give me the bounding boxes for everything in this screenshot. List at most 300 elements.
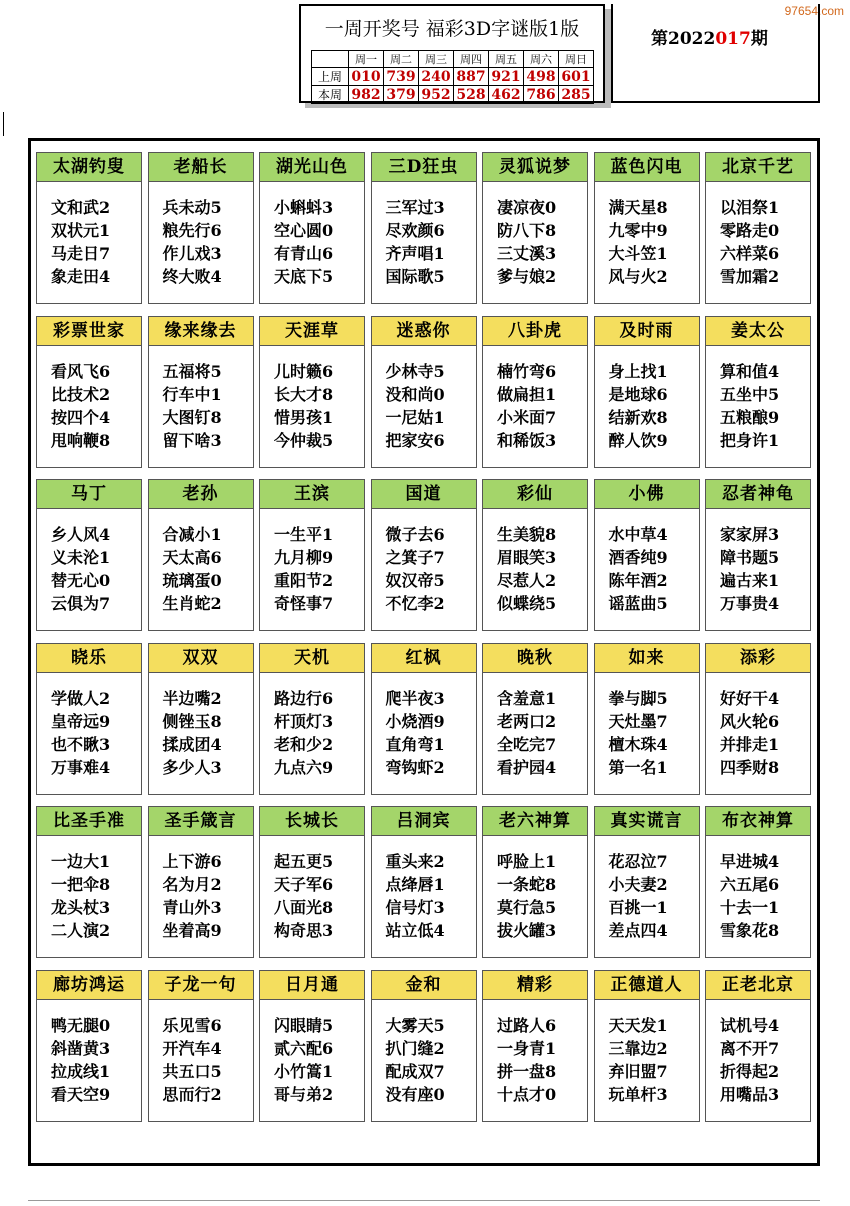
riddle-card xyxy=(482,806,588,958)
riddle-line: 看护园4 xyxy=(497,757,557,777)
day-header: 周六 xyxy=(524,51,559,68)
riddle-line: 小夫妻2 xyxy=(608,875,668,894)
riddle-line: 天底下5 xyxy=(274,267,334,286)
riddle-line: 微子去6 xyxy=(385,525,445,544)
schedule-this-week-row xyxy=(312,86,594,104)
riddle-line: 三军过3 xyxy=(385,198,445,217)
riddle-lines xyxy=(260,509,364,615)
riddle-author-title: 吕洞宾 xyxy=(372,807,476,836)
riddle-card xyxy=(371,806,477,958)
day-header: 周三 xyxy=(419,51,454,68)
riddle-author-title: 蓝色闪电 xyxy=(595,153,699,182)
day-header: 周二 xyxy=(384,51,419,68)
riddle-lines xyxy=(37,673,141,779)
riddle-line: 长大才8 xyxy=(274,384,334,404)
draw-number: 010 xyxy=(349,68,384,86)
riddle-card xyxy=(482,643,588,795)
riddle-lines xyxy=(706,836,810,942)
riddle-author-title: 天涯草 xyxy=(260,317,364,346)
riddle-line: 弃旧盟7 xyxy=(608,1061,668,1081)
schedule-corner xyxy=(312,51,349,68)
riddle-card xyxy=(705,806,811,958)
draw-number: 739 xyxy=(384,68,419,86)
row-label: 上周 xyxy=(312,68,349,86)
riddle-lines xyxy=(372,673,476,779)
riddle-line: 老和少2 xyxy=(274,734,334,754)
riddle-line: 上下游6 xyxy=(162,852,222,871)
riddle-author-title: 精彩 xyxy=(483,971,587,1000)
draw-number: 528 xyxy=(454,86,489,104)
draw-number: 887 xyxy=(454,68,489,86)
riddle-line: 小蝌蚪3 xyxy=(274,198,334,217)
riddle-line: 雪加霜2 xyxy=(720,267,780,286)
riddle-author-title: 如来 xyxy=(595,644,699,673)
riddle-line: 思而行2 xyxy=(162,1084,222,1104)
riddle-line: 终大败4 xyxy=(162,267,222,286)
riddle-card xyxy=(482,316,588,468)
riddle-line: 尽惹人2 xyxy=(497,571,557,590)
riddle-line: 好好干4 xyxy=(720,688,780,708)
riddle-card xyxy=(705,643,811,795)
riddle-line: 空心圆0 xyxy=(274,221,334,240)
riddle-lines xyxy=(372,346,476,452)
grid-row xyxy=(36,316,816,472)
riddle-lines xyxy=(260,1000,364,1106)
riddle-lines xyxy=(260,346,364,452)
riddle-line: 比技术2 xyxy=(51,384,111,404)
riddle-line: 尽欢颜6 xyxy=(385,221,445,240)
riddle-author-title: 王滨 xyxy=(260,480,364,509)
riddle-author-title: 比圣手准 xyxy=(37,807,141,836)
riddle-lines xyxy=(706,1000,810,1106)
draw-number: 786 xyxy=(524,86,559,104)
riddle-author-title: 正老北京 xyxy=(706,971,810,1000)
riddle-line: 名为月2 xyxy=(162,875,222,894)
riddle-card xyxy=(482,970,588,1122)
riddle-lines xyxy=(483,1000,587,1106)
riddle-line: 和稀饭3 xyxy=(497,430,557,450)
riddle-line: 也不瞅3 xyxy=(51,734,111,754)
riddle-card xyxy=(371,970,477,1122)
riddle-line: 哥与弟2 xyxy=(274,1084,334,1104)
riddle-line: 小米面7 xyxy=(497,407,557,427)
riddle-line: 马走日7 xyxy=(51,244,111,263)
left-edge-mark xyxy=(3,112,4,136)
riddle-line: 云俱为7 xyxy=(51,594,111,613)
riddle-author-title: 双双 xyxy=(149,644,253,673)
riddle-line: 按四个4 xyxy=(51,407,111,427)
riddle-lines xyxy=(372,836,476,942)
riddle-author-title: 天机 xyxy=(260,644,364,673)
riddle-author-title: 圣手箴言 xyxy=(149,807,253,836)
riddle-line: 差点四4 xyxy=(608,921,668,940)
riddle-line: 一尼姑1 xyxy=(385,407,445,427)
riddle-line: 看风飞6 xyxy=(51,361,111,381)
riddle-line: 水中草4 xyxy=(608,525,668,544)
draw-number: 498 xyxy=(524,68,559,86)
riddle-line: 一边大1 xyxy=(51,852,111,871)
riddle-lines xyxy=(149,509,253,615)
riddle-line: 信号灯3 xyxy=(385,898,445,917)
riddle-line: 拔火罐3 xyxy=(497,921,557,940)
riddle-line: 小竹篙1 xyxy=(274,1061,334,1081)
riddle-line: 过路人6 xyxy=(497,1015,557,1035)
riddle-card xyxy=(594,643,700,795)
riddle-lines xyxy=(706,346,810,452)
riddle-line: 奇怪事7 xyxy=(274,594,334,613)
riddle-lines xyxy=(483,346,587,452)
riddle-line: 替无心0 xyxy=(51,571,111,590)
riddle-lines xyxy=(37,509,141,615)
riddle-line: 一把伞8 xyxy=(51,875,111,894)
riddle-author-title: 红枫 xyxy=(372,644,476,673)
riddle-lines xyxy=(149,673,253,779)
riddle-card xyxy=(259,152,365,304)
riddle-author-title: 晓乐 xyxy=(37,644,141,673)
riddle-author-title: 忍者神龟 xyxy=(706,480,810,509)
riddle-line: 全吃完7 xyxy=(497,734,557,754)
riddle-line: 大斗笠1 xyxy=(608,244,668,263)
riddle-lines xyxy=(149,346,253,452)
grid-row xyxy=(36,806,816,962)
riddle-line: 雪象花8 xyxy=(720,921,780,940)
riddle-author-title: 子龙一句 xyxy=(149,971,253,1000)
riddle-line: 五粮酿9 xyxy=(720,407,780,427)
riddle-line: 天子军6 xyxy=(274,875,334,894)
riddle-author-title: 灵狐说梦 xyxy=(483,153,587,182)
riddle-card xyxy=(36,806,142,958)
riddle-line: 含羞意1 xyxy=(497,688,557,708)
riddle-line: 三丈溪3 xyxy=(497,244,557,263)
riddle-card xyxy=(371,316,477,468)
riddle-lines xyxy=(149,182,253,288)
draw-number: 462 xyxy=(489,86,524,104)
riddle-line: 小烧酒9 xyxy=(385,711,445,731)
riddle-line: 贰六配6 xyxy=(274,1038,334,1058)
riddle-author-title: 彩票世家 xyxy=(37,317,141,346)
riddle-line: 义未沦1 xyxy=(51,548,111,567)
riddle-lines xyxy=(37,182,141,288)
bottom-divider xyxy=(28,1200,820,1201)
riddle-line: 没和尚0 xyxy=(385,384,445,404)
riddle-line: 六五尾6 xyxy=(720,875,780,894)
riddle-line: 二人演2 xyxy=(51,921,111,940)
riddle-line: 大雾天5 xyxy=(385,1015,445,1035)
riddle-line: 奴汉帝5 xyxy=(385,571,445,590)
day-header: 周五 xyxy=(489,51,524,68)
grid-row xyxy=(36,479,816,635)
riddle-lines xyxy=(260,836,364,942)
riddle-line: 似蝶绕5 xyxy=(497,594,557,613)
riddle-author-title: 金和 xyxy=(372,971,476,1000)
riddle-line: 生美貌8 xyxy=(497,525,557,544)
issue-box xyxy=(611,4,820,103)
riddle-lines xyxy=(595,836,699,942)
riddle-line: 九零中9 xyxy=(608,221,668,240)
riddle-lines xyxy=(372,182,476,288)
riddle-line: 万事贵4 xyxy=(720,594,780,613)
riddle-line: 遍古来1 xyxy=(720,571,780,590)
riddle-card xyxy=(36,643,142,795)
riddle-line: 爬半夜3 xyxy=(385,688,445,708)
riddle-line: 儿时籁6 xyxy=(274,361,334,381)
riddle-lines xyxy=(37,836,141,942)
riddle-line: 揉成团4 xyxy=(162,734,222,754)
riddle-card xyxy=(36,479,142,631)
riddle-lines xyxy=(595,346,699,452)
riddle-lines xyxy=(483,836,587,942)
riddle-line: 用嘴品3 xyxy=(720,1084,780,1104)
riddle-line: 兵未动5 xyxy=(162,198,222,217)
riddle-line: 开汽车4 xyxy=(162,1038,222,1058)
draw-number: 601 xyxy=(559,68,594,86)
riddle-author-title: 真实谎言 xyxy=(595,807,699,836)
riddle-lines xyxy=(483,182,587,288)
riddle-line: 惜男孩1 xyxy=(274,407,334,427)
riddle-author-title: 晚秋 xyxy=(483,644,587,673)
riddle-author-title: 姜太公 xyxy=(706,317,810,346)
riddle-line: 弯钩虾2 xyxy=(385,757,445,777)
riddle-lines xyxy=(706,673,810,779)
riddle-line: 天天发1 xyxy=(608,1015,668,1035)
riddle-line: 爹与娘2 xyxy=(497,267,557,286)
riddle-lines xyxy=(483,673,587,779)
riddle-line: 谣蓝曲5 xyxy=(608,594,668,613)
riddle-line: 看天空9 xyxy=(51,1084,111,1104)
riddle-author-title: 廊坊鸿运 xyxy=(37,971,141,1000)
riddle-line: 试机号4 xyxy=(720,1015,780,1035)
riddle-line: 作儿戏3 xyxy=(162,244,222,263)
riddle-line: 把身许1 xyxy=(720,430,780,450)
riddle-author-title: 添彩 xyxy=(706,644,810,673)
riddle-card xyxy=(482,479,588,631)
riddle-lines xyxy=(595,182,699,288)
draw-number: 982 xyxy=(349,86,384,104)
riddle-line: 之箕子7 xyxy=(385,548,445,567)
riddle-line: 合减小1 xyxy=(162,525,222,544)
riddle-line: 半边嘴2 xyxy=(162,688,222,708)
riddle-line: 万事难4 xyxy=(51,757,111,777)
riddle-line: 大图钉8 xyxy=(162,407,222,427)
riddle-line: 侧锉玉8 xyxy=(162,711,222,731)
riddle-card xyxy=(148,316,254,468)
riddle-line: 风与火2 xyxy=(608,267,668,286)
riddle-author-title: 彩仙 xyxy=(483,480,587,509)
header-box xyxy=(299,4,605,103)
riddle-line: 杆顶灯3 xyxy=(274,711,334,731)
riddle-line: 重头来2 xyxy=(385,852,445,871)
riddle-card xyxy=(148,970,254,1122)
riddle-line: 以泪祭1 xyxy=(720,198,780,217)
riddle-line: 折得起2 xyxy=(720,1061,780,1081)
riddle-line: 醉人饮9 xyxy=(608,430,668,450)
issue-prefix: 第2022 xyxy=(651,29,716,49)
riddle-line: 一身青1 xyxy=(497,1038,557,1058)
riddle-line: 把家安6 xyxy=(385,430,445,450)
riddle-line: 今仲裁5 xyxy=(274,430,334,450)
riddle-line: 齐声唱1 xyxy=(385,244,445,263)
riddle-lines xyxy=(37,346,141,452)
riddle-line: 防八下8 xyxy=(497,221,557,240)
riddle-line: 凄凉夜0 xyxy=(497,198,557,217)
riddle-lines xyxy=(595,1000,699,1106)
riddle-lines xyxy=(706,509,810,615)
riddle-line: 酒香纯9 xyxy=(608,548,668,567)
riddle-line: 象走田4 xyxy=(51,267,111,286)
riddle-line: 结新欢8 xyxy=(608,407,668,427)
riddle-card xyxy=(148,643,254,795)
riddle-author-title: 迷惑你 xyxy=(372,317,476,346)
riddle-card xyxy=(594,479,700,631)
riddle-lines xyxy=(595,509,699,615)
riddle-line: 呼脸上1 xyxy=(497,852,557,871)
riddle-line: 并排走1 xyxy=(720,734,780,754)
riddle-card xyxy=(705,479,811,631)
schedule-day-row xyxy=(312,51,594,68)
riddle-card xyxy=(482,152,588,304)
riddle-line: 眉眼笑3 xyxy=(497,548,557,567)
riddle-line: 五坐中5 xyxy=(720,384,780,404)
grid-row xyxy=(36,152,816,308)
watermark-text: 97654.com xyxy=(784,4,844,18)
riddle-lines xyxy=(37,1000,141,1106)
riddle-line: 十点才0 xyxy=(497,1084,557,1104)
riddle-line: 起五更5 xyxy=(274,852,334,871)
riddle-line: 早进城4 xyxy=(720,852,780,871)
riddle-line: 甩响鞭8 xyxy=(51,430,111,450)
riddle-card xyxy=(371,152,477,304)
riddle-line: 点绛唇1 xyxy=(385,875,445,894)
riddle-line: 是地球6 xyxy=(608,384,668,404)
riddle-line: 十去一1 xyxy=(720,898,780,917)
riddle-line: 多少人3 xyxy=(162,757,222,777)
riddle-line: 风火轮6 xyxy=(720,711,780,731)
riddle-lines xyxy=(260,673,364,779)
riddle-card xyxy=(259,316,365,468)
riddle-author-title: 老六神算 xyxy=(483,807,587,836)
riddle-line: 粮先行6 xyxy=(162,221,222,240)
riddle-line: 国际歌5 xyxy=(385,267,445,286)
riddle-line: 障书题5 xyxy=(720,548,780,567)
riddle-line: 配成双7 xyxy=(385,1061,445,1081)
riddle-line: 楠竹弯6 xyxy=(497,361,557,381)
draw-number: 240 xyxy=(419,68,454,86)
riddle-card xyxy=(148,479,254,631)
draw-number: 921 xyxy=(489,68,524,86)
grid-row xyxy=(36,643,816,799)
riddle-line: 拼一盘8 xyxy=(497,1061,557,1081)
riddle-author-title: 国道 xyxy=(372,480,476,509)
riddle-line: 九点六9 xyxy=(274,757,334,777)
riddle-lines xyxy=(149,1000,253,1106)
riddle-author-title: 长城长 xyxy=(260,807,364,836)
weekly-schedule-table xyxy=(311,50,594,104)
issue-suffix: 期 xyxy=(750,29,768,49)
riddle-line: 构奇思3 xyxy=(274,921,334,940)
riddle-line: 重阳节2 xyxy=(274,571,334,590)
riddle-line: 一生平1 xyxy=(274,525,334,544)
riddle-author-title: 八卦虎 xyxy=(483,317,587,346)
riddle-card xyxy=(371,643,477,795)
riddle-line: 四季财8 xyxy=(720,757,780,777)
riddle-line: 双状元1 xyxy=(51,221,111,240)
riddle-card xyxy=(594,806,700,958)
riddle-line: 花忍泣7 xyxy=(608,852,668,871)
riddle-author-title: 正德道人 xyxy=(595,971,699,1000)
riddle-line: 家家屏3 xyxy=(720,525,780,544)
riddle-card xyxy=(259,479,365,631)
riddle-card xyxy=(36,152,142,304)
riddle-card xyxy=(148,806,254,958)
draw-number: 952 xyxy=(419,86,454,104)
riddle-line: 路边行6 xyxy=(274,688,334,708)
riddle-line: 陈年酒2 xyxy=(608,571,668,590)
riddle-line: 拉成线1 xyxy=(51,1061,111,1081)
riddle-line: 檀木珠4 xyxy=(608,734,668,754)
riddle-card xyxy=(594,152,700,304)
riddle-card xyxy=(259,643,365,795)
riddle-line: 离不开7 xyxy=(720,1038,780,1058)
riddle-line: 老两口2 xyxy=(497,711,557,731)
header-title: 一周开奖号 福彩3D字谜版1版 xyxy=(324,18,580,40)
riddle-line: 零路走0 xyxy=(720,221,780,240)
riddle-line: 坐着高9 xyxy=(162,921,222,940)
riddle-line: 站立低4 xyxy=(385,921,445,940)
riddle-line: 有青山6 xyxy=(274,244,334,263)
riddle-line: 八面光8 xyxy=(274,898,334,917)
riddle-author-title: 太湖钓叟 xyxy=(37,153,141,182)
riddle-card xyxy=(705,152,811,304)
riddle-lines xyxy=(706,182,810,288)
riddle-card xyxy=(594,970,700,1122)
row-label: 本周 xyxy=(312,86,349,104)
riddle-card xyxy=(259,970,365,1122)
riddle-line: 一条蛇8 xyxy=(497,875,557,894)
riddle-author-title: 布衣神算 xyxy=(706,807,810,836)
riddle-line: 留下啥3 xyxy=(162,430,222,450)
riddle-line: 天灶墨7 xyxy=(608,711,668,731)
riddle-line: 闪眼睛5 xyxy=(274,1015,334,1035)
riddle-line: 算和值4 xyxy=(720,361,780,381)
day-header: 周一 xyxy=(349,51,384,68)
riddle-line: 第一名1 xyxy=(608,757,668,777)
riddle-line: 共五口5 xyxy=(162,1061,222,1081)
riddle-author-title: 湖光山色 xyxy=(260,153,364,182)
riddle-line: 扒门缝2 xyxy=(385,1038,445,1058)
riddle-card xyxy=(259,806,365,958)
riddle-author-title: 日月通 xyxy=(260,971,364,1000)
riddle-line: 皇帝远9 xyxy=(51,711,111,731)
grid-row xyxy=(36,970,816,1126)
riddle-author-title: 马丁 xyxy=(37,480,141,509)
riddle-line: 乐见雪6 xyxy=(162,1015,222,1035)
riddle-author-title: 三D狂虫 xyxy=(372,153,476,182)
riddle-line: 学做人2 xyxy=(51,688,111,708)
riddle-line: 做扁担1 xyxy=(497,384,557,404)
riddle-lines xyxy=(595,673,699,779)
riddle-line: 六样菜6 xyxy=(720,244,780,263)
riddle-lines xyxy=(372,1000,476,1106)
riddle-line: 没有座0 xyxy=(385,1084,445,1104)
riddle-line: 龙头杖3 xyxy=(51,898,111,917)
riddle-line: 少林寺5 xyxy=(385,361,445,381)
riddle-author-title: 北京千艺 xyxy=(706,153,810,182)
riddle-line: 百挑一1 xyxy=(608,898,668,917)
riddle-line: 五福将5 xyxy=(162,361,222,381)
riddle-line: 直角弯1 xyxy=(385,734,445,754)
riddle-card xyxy=(36,970,142,1122)
riddle-card xyxy=(148,152,254,304)
